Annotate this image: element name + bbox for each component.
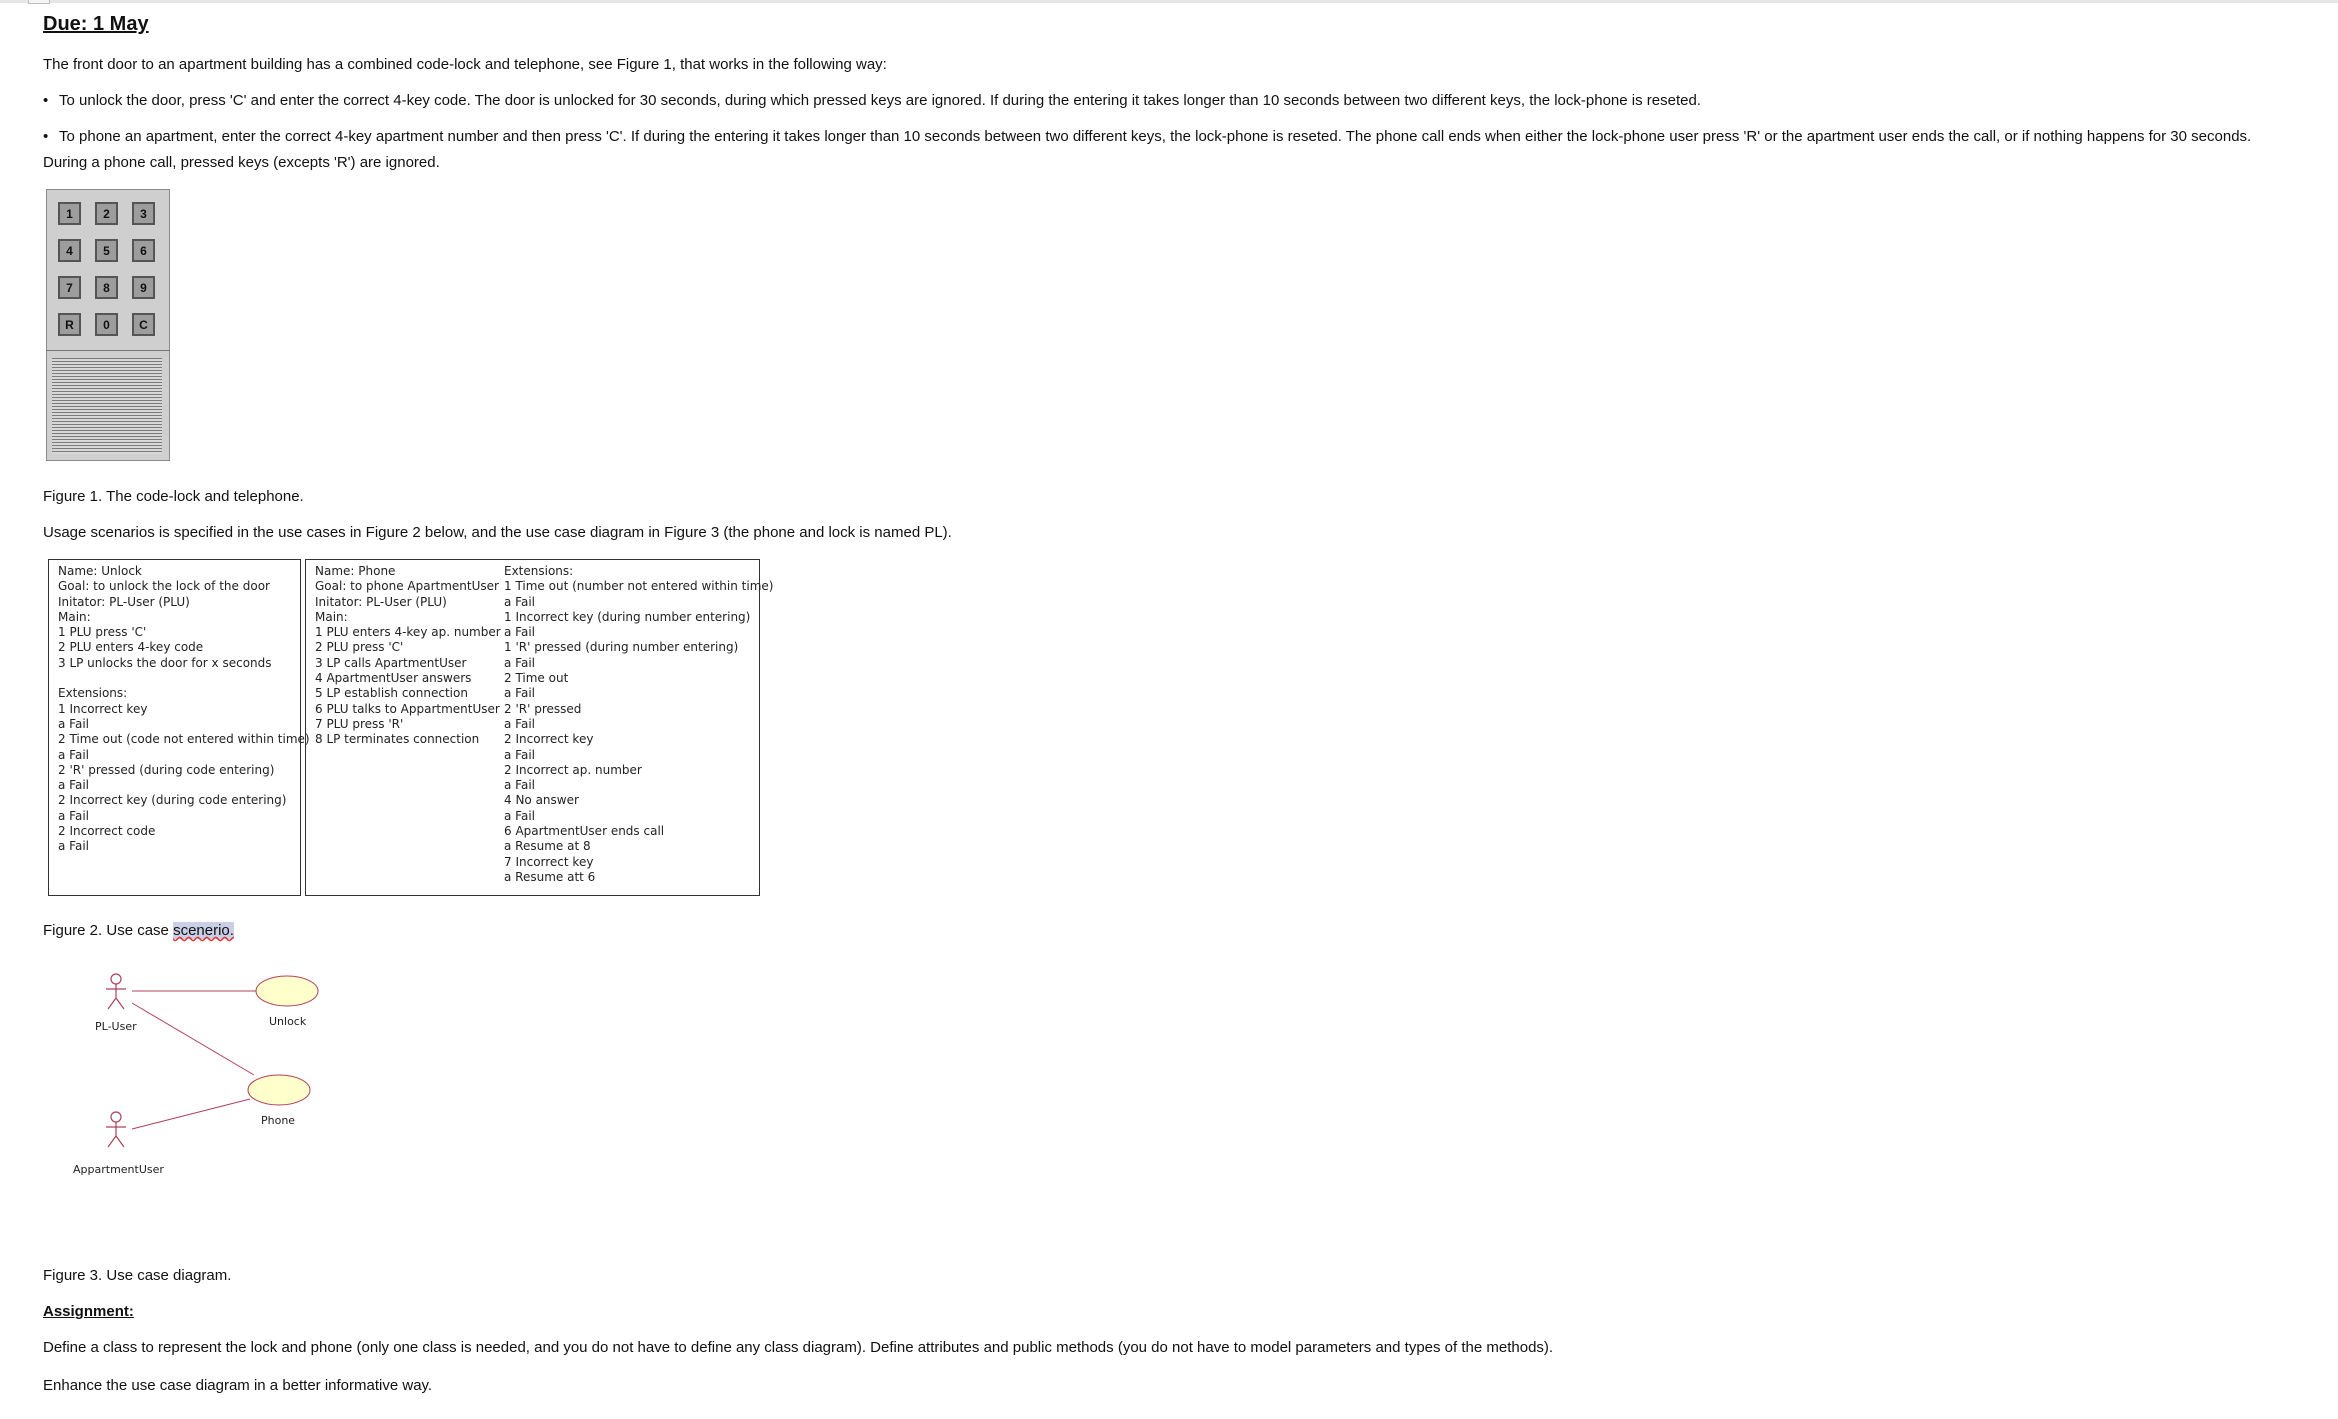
unlock-line: a Fail xyxy=(58,839,89,854)
phone-ext-line: a Fail xyxy=(504,716,535,731)
unlock-line: Goal: to unlock the lock of the door xyxy=(58,579,270,594)
phone-ext-line: 2 Incorrect key xyxy=(504,732,594,747)
phone-ext-line: a Fail xyxy=(504,625,535,640)
key-6: 6 xyxy=(132,239,155,262)
misspelled-word: scenerio. xyxy=(173,922,234,939)
usage-paragraph: Usage scenarios is specified in the use cases in Figure 2 below, and the use case diagram in Figure 3 (the phone and lock is named PL). xyxy=(43,524,952,541)
usecase-phone-extensions-text xyxy=(504,564,773,885)
unlock-line: 3 LP unlocks the door for x seconds xyxy=(58,655,272,670)
bullet-phone-continued: During a phone call, pressed keys (excepts 'R') are ignored. xyxy=(43,154,440,171)
usecase-unlock-box xyxy=(48,559,310,896)
unlock-line: 2 Time out (code not entered within time) xyxy=(58,732,310,747)
phone-main-line: 2 PLU press 'C' xyxy=(315,640,404,655)
unlock-line: 1 PLU press 'C' xyxy=(58,625,147,640)
phone-main-line: 5 LP establish connection xyxy=(315,686,468,701)
top-marker xyxy=(28,0,50,4)
intro-paragraph: The front door to an apartment building has a combined code-lock and telephone, see Figure 1, that works in the following way: xyxy=(43,56,887,73)
phone-main-line: 4 ApartmentUser answers xyxy=(315,671,472,686)
actor-pl-user-label: PL-User xyxy=(95,1020,137,1033)
phone-ext-line: a Fail xyxy=(504,747,535,762)
key-5: 5 xyxy=(95,239,118,262)
key-3: 3 xyxy=(132,202,155,225)
unlock-line: 2 PLU enters 4-key code xyxy=(58,640,204,655)
unlock-line: Main: xyxy=(58,609,91,624)
usecase-unlock-text xyxy=(58,564,310,855)
phone-ext-line: 7 Incorrect key xyxy=(504,854,594,869)
key-r: R xyxy=(58,313,81,336)
phone-ext-line: 1 'R' pressed (during number entering) xyxy=(504,640,739,655)
association-apartmentuser-phone xyxy=(132,1099,250,1129)
unlock-line: a Fail xyxy=(58,747,89,762)
assignment-paragraph: Define a class to represent the lock and phone (only one class is needed, and you do not have to define any class diagram). Define attributes and public methods (you do not have to model parameters and types of the methods). xyxy=(43,1339,1554,1356)
enhance-paragraph: Enhance the use case diagram in a better informative way. xyxy=(43,1377,433,1394)
phone-main-line: 8 LP terminates connection xyxy=(315,732,480,747)
usecase-phone-ellipse xyxy=(248,1075,310,1105)
actor-pl-user-icon xyxy=(106,974,126,1009)
unlock-line: 2 Incorrect key (during code entering) xyxy=(58,793,287,808)
unlock-line: 2 'R' pressed (during code entering) xyxy=(58,762,275,777)
phone-ext-line: a Resume at 8 xyxy=(504,839,591,854)
key-7: 7 xyxy=(58,276,81,299)
usecase-diagram xyxy=(40,960,340,1190)
phone-ext-line: 6 ApartmentUser ends call xyxy=(504,824,665,839)
phone-ext-line: a Fail xyxy=(504,778,535,793)
top-scroll-strip xyxy=(0,0,2338,3)
unlock-line: 1 Incorrect key xyxy=(58,701,148,716)
phone-ext-line: 2 Incorrect ap. number xyxy=(504,762,642,777)
unlock-line: Extensions: xyxy=(58,686,128,701)
due-date-heading: Due: 1 May xyxy=(43,13,149,35)
unlock-line: a Fail xyxy=(58,778,89,793)
unlock-line: a Fail xyxy=(58,808,89,823)
phone-ext-line: a Fail xyxy=(504,655,535,670)
usecase-phone-label: Phone xyxy=(261,1114,296,1127)
phone-main-line: Name: Phone xyxy=(315,564,396,578)
figure1-caption: Figure 1. The code-lock and telephone. xyxy=(43,488,304,505)
bullet-phone: • To phone an apartment, enter the correct 4-key apartment number and then press 'C'. If during the entering it takes longer than 10 seconds between two different keys, the lock-phone is reseted. The phone call ends when either the lock-phone user press 'R' or the apartment user ends the call, or if nothing happens for 30 seconds. xyxy=(43,127,2251,147)
key-1: 1 xyxy=(58,202,81,225)
phone-ext-line: a Fail xyxy=(504,686,535,701)
phone-main-line: Main: xyxy=(315,609,348,624)
phone-main-line: 7 PLU press 'R' xyxy=(315,716,404,731)
unlock-line: Initator: PL-User (PLU) xyxy=(58,594,190,609)
usecase-phone-main-text xyxy=(315,564,501,748)
unlock-line: Name: Unlock xyxy=(58,564,142,578)
keypad-divider xyxy=(47,350,169,351)
phone-ext-line: a Fail xyxy=(504,808,535,823)
actor-appartment-user-icon xyxy=(106,1112,126,1147)
bullet-unlock: • To unlock the door, press 'C' and enter the correct 4-key code. The door is unlocked for 30 seconds, during which pressed keys are ignored. If during the entering it takes longer than 10 seconds between two different keys, the lock-phone is reseted. xyxy=(43,91,1701,111)
key-4: 4 xyxy=(58,239,81,262)
code-lock-keypad-figure xyxy=(46,189,170,461)
association-pluser-phone xyxy=(132,1003,254,1075)
key-c: C xyxy=(132,313,155,336)
phone-main-line: 6 PLU talks to AppartmentUser xyxy=(315,701,500,716)
usecase-unlock-label: Unlock xyxy=(269,1015,307,1028)
assignment-heading: Assignment: xyxy=(43,1303,134,1320)
unlock-line: a Fail xyxy=(58,716,89,731)
phone-ext-line: 1 Incorrect key (during number entering) xyxy=(504,609,751,624)
phone-ext-line: a Fail xyxy=(504,594,535,609)
phone-ext-line: 1 Time out (number not entered within time) xyxy=(504,579,774,594)
phone-ext-line: Extensions: xyxy=(504,564,574,578)
key-0: 0 xyxy=(95,313,118,336)
phone-main-line: Goal: to phone ApartmentUser xyxy=(315,579,499,594)
phone-ext-line: 2 Time out xyxy=(504,671,569,686)
key-2: 2 xyxy=(95,202,118,225)
phone-ext-line: 4 No answer xyxy=(504,793,579,808)
figure2-caption: Figure 2. Use case scenerio. xyxy=(43,922,234,939)
phone-main-line: Initator: PL-User (PLU) xyxy=(315,594,447,609)
usecase-phone-box xyxy=(305,559,774,896)
key-9: 9 xyxy=(132,276,155,299)
figure3-caption: Figure 3. Use case diagram. xyxy=(43,1267,232,1284)
phone-main-line: 3 LP calls ApartmentUser xyxy=(315,655,467,670)
usecase-unlock-ellipse xyxy=(256,976,318,1006)
unlock-line: 2 Incorrect code xyxy=(58,824,156,839)
unlock-line xyxy=(58,671,310,686)
speaker-grille xyxy=(52,358,162,454)
phone-ext-line: a Resume att 6 xyxy=(504,869,596,884)
phone-ext-line: 2 'R' pressed xyxy=(504,701,582,716)
key-8: 8 xyxy=(95,276,118,299)
actor-appartment-user-label: AppartmentUser xyxy=(73,1163,164,1176)
phone-main-line: 1 PLU enters 4-key ap. number xyxy=(315,625,501,640)
